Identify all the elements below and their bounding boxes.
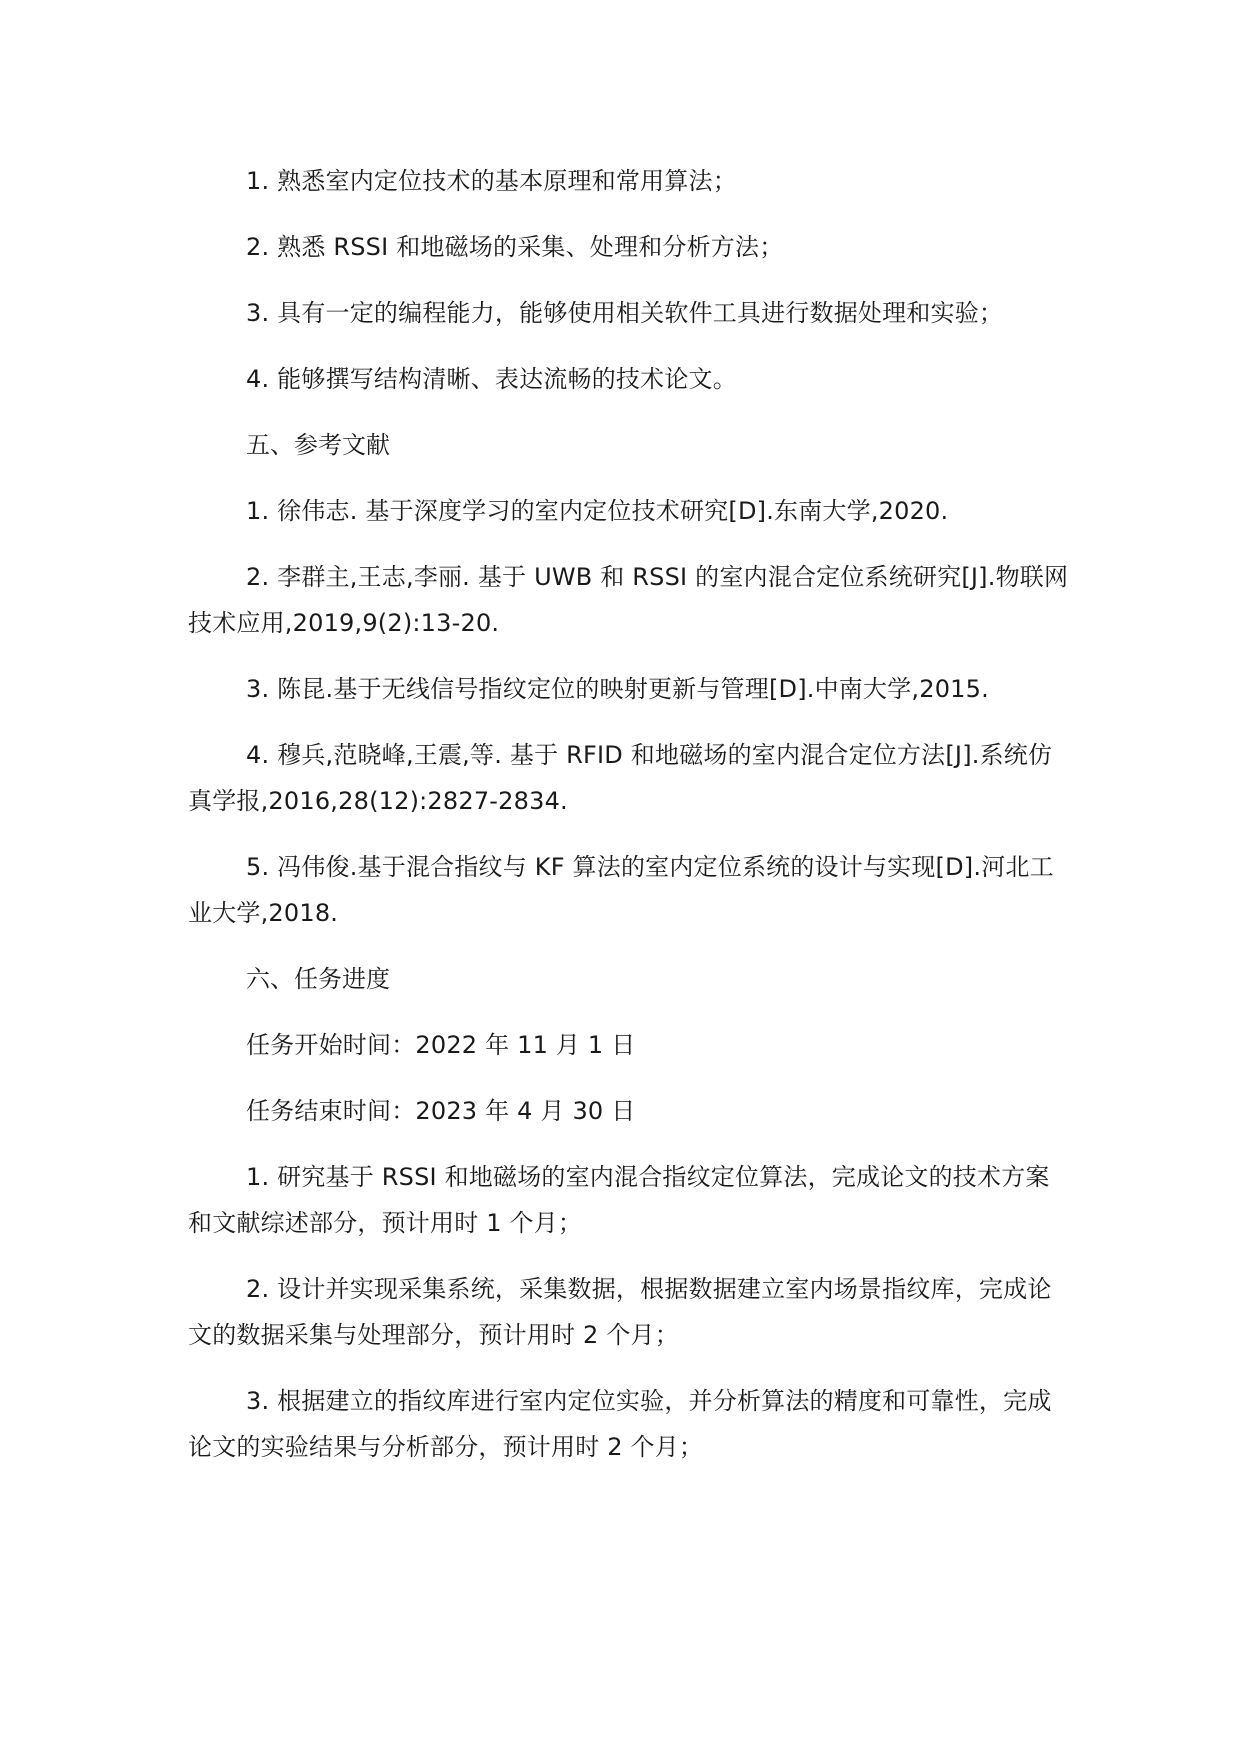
references-heading: 五、参考文献 [246,431,390,459]
reference-item-4: 4. 穆兵,范晓峰,王震,等. 基于 RFID 和地磁场的室内混合定位方法[J].系统仿真学报,2016,28(12):2827-2834. [188,741,1053,815]
schedule-item-1: 1. 研究基于 RSSI 和地磁场的室内混合指纹定位算法，完成论文的技术方案和文献综述部分，预计用时 1 个月； [188,1163,1050,1237]
requirement-item-2: 2. 熟悉 RSSI 和地磁场的采集、处理和分析方法； [246,233,784,261]
reference-item-3: 3. 陈昆.基于无线信号指纹定位的映射更新与管理[D].中南大学,2015. [246,675,989,703]
reference-item-2: 2. 李群主,王志,李丽. 基于 UWB 和 RSSI 的室内混合定位系统研究[J].物联网技术应用,2019,9(2):13-20. [188,563,1069,637]
schedule-item-3: 3. 根据建立的指纹库进行室内定位实验，并分析算法的精度和可靠性，完成论文的实验结果与分析部分，预计用时 2 个月； [188,1387,1052,1461]
schedule-item-2: 2. 设计并实现采集系统，采集数据，根据数据建立室内场景指纹库，完成论文的数据采集与处理部分，预计用时 2 个月； [188,1275,1052,1349]
reference-item-1: 1. 徐伟志. 基于深度学习的室内定位技术研究[D].东南大学,2020. [246,497,949,525]
schedule-start-time: 任务开始时间：2022 年 11 月 1 日 [246,1031,636,1059]
requirement-item-1: 1. 熟悉室内定位技术的基本原理和常用算法； [246,167,737,195]
schedule-end-time: 任务结束时间：2023 年 4 月 30 日 [246,1097,636,1125]
document-body [188,158,1073,1490]
requirement-item-3: 3. 具有一定的编程能力，能够使用相关软件工具进行数据处理和实验； [246,299,1004,327]
schedule-heading: 六、任务进度 [246,965,390,993]
requirement-item-4: 4. 能够撰写结构清晰、表达流畅的技术论文。 [246,365,737,393]
reference-item-5: 5. 冯伟俊.基于混合指纹与 KF 算法的室内定位系统的设计与实现[D].河北工业大学,2018. [188,853,1054,927]
